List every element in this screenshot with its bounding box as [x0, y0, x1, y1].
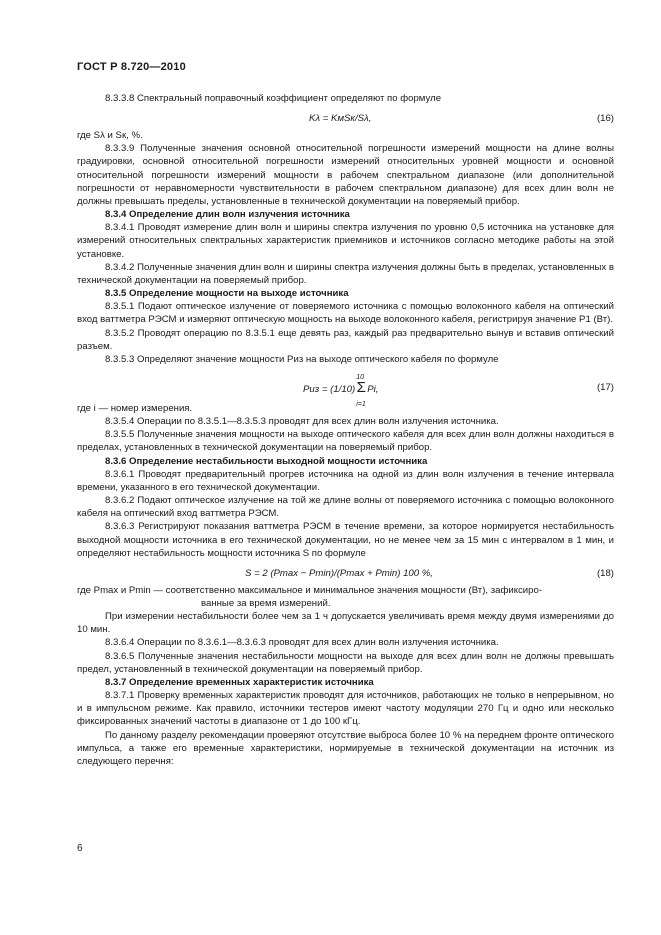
where-clause-16: где Sλ и Sк, %. [77, 130, 143, 142]
paragraph-8-3-6-4: 8.3.6.4 Операции по 8.3.6.1—8.3.6.3 проводят для всех длин волн излучения источника. [105, 637, 499, 649]
paragraph-8-3-4-1: 8.3.4.1 Проводят измерение длин волн и ширины спектра излучения по уровню 0,5 источника на установке для измерений относительных спектральных характеристик приемников и источников согласно методике работы на этой установке. [77, 222, 614, 260]
summation-symbol: Σ 10 i=1 [355, 381, 367, 394]
where-clause-18-continuation: ванные за время измерений. [201, 598, 331, 609]
sum-upper-limit: 10 [356, 373, 364, 381]
formula-16 [77, 107, 614, 129]
paragraph-measurement-interval: При измерении нестабильности более чем за 1 ч допускается увеличивать время между двумя измерениями до 10 мин. [77, 611, 614, 636]
paragraph-8-3-6-2: 8.3.6.2 Подают оптическое излучение на той же длине волны от поверяемого источника с помощью волоконного кабеля на оптический вход ваттметра РЭСМ. [77, 495, 614, 520]
section-heading-8-3-4: 8.3.4 Определение длин волн излучения источника [105, 209, 350, 221]
paragraph-8-3-6-5: 8.3.6.5 Полученные значения нестабильности мощности на выходе для всех длин волн не должны превышать предел, установленный в технической документации на поверяемый прибор. [77, 650, 614, 675]
section-heading-8-3-6: 8.3.6 Определение нестабильности выходной мощности источника [105, 455, 428, 467]
document-header: ГОСТ Р 8.720—2010 [77, 61, 186, 73]
paragraph-overshoot-check: По данному разделу рекомендации проверяют отсутствие выброса более 10 % на переднем фронте оптического импульса, а также его временные характеристики, нормируемые в технической документации на источник из следующего перечня: [77, 729, 614, 767]
formula-18-expression: S = 2 (Pmax − Pmin)/(Pmax + Pmin) 100 %, [245, 567, 433, 579]
paragraph-8-3-6-3: 8.3.6.3 Регистрируют показания ваттметра РЭСМ в течение времени, за которое нормируется нестабильность выходной мощности источника в его технической документации, но не менее чем за 15 мин с интервалом в 1 мин, и определяют нестабильность мощности источника S по формуле [77, 521, 614, 559]
paragraph-8-3-3-8: 8.3.3.8 Спектральный поправочный коэффициент определяют по формуле [105, 93, 442, 104]
formula-18 [77, 562, 614, 584]
paragraph-8-3-5-1: 8.3.5.1 Подают оптическое излучение от поверяемого источника с помощью волоконного кабеля на оптический вход ваттметра РЭСМ и измеряют оптическую мощность на выходе волоконного кабеля, регистрируя значение P1 (Вт). [77, 301, 614, 326]
formula-17-number: (17) [596, 381, 614, 393]
paragraph-8-3-5-4: 8.3.5.4 Операции по 8.3.5.1—8.3.5.3 проводят для всех длин волн излучения источника. [105, 416, 499, 428]
paragraph-8-3-7-1: 8.3.7.1 Проверку временных характеристик проводят для источников, работающих не только в непрерывном, но и в импульсном режиме. Как правило, источники тестеров имеют частоту модуляции 270 Гц и одно или несколько фиксированных значений частоты в диапазоне от 1 до 100 кГц. [77, 690, 614, 728]
paragraph-8-3-5-2: 8.3.5.2 Проводят операцию по 8.3.5.1 еще девять раз, каждый раз предварительно вынув и вставив оптический разъем. [77, 327, 614, 352]
formula-17-expression [303, 373, 379, 408]
paragraph-8-3-5-5: 8.3.5.5 Полученные значения мощности на выходе оптического кабеля для всех длин волн должны находиться в пределах, установленных в технической документации на поверяемый прибор. [77, 429, 614, 454]
formula-18-number: (18) [596, 567, 614, 579]
formula-17-lhs: Pиз = (1/10) [303, 383, 356, 395]
formula-16-expression: Kλ = KмSк/Sλ, [309, 113, 372, 125]
page-number: 6 [77, 843, 83, 854]
paragraph-8-3-4-2: 8.3.4.2 Полученные значения длин волн и ширины спектра излучения должны быть в пределах, установленных в технической документации на поверяемый прибор. [77, 261, 614, 286]
formula-16-number: (16) [596, 113, 614, 125]
paragraph-8-3-5-3: 8.3.5.3 Определяют значение мощности Pиз на выходе оптического кабеля по формуле [105, 353, 499, 365]
section-heading-8-3-7: 8.3.7 Определение временных характеристик источника [105, 676, 374, 688]
paragraph-8-3-6-1: 8.3.6.1 Проводят предварительный прогрев источника на одной из длин волн излучения в течение интервала времени, указанного в его технической документации. [77, 468, 614, 493]
formula-17-term: Pi, [367, 383, 379, 395]
page-body [77, 92, 614, 768]
section-heading-8-3-5: 8.3.5 Определение мощности на выходе источника [105, 288, 349, 300]
paragraph-8-3-3-9: 8.3.3.9 Полученные значения основной относительной погрешности измерений мощности на длине волны градуировки, основной относительной погрешности измерений относительных уровней мощности и основной относительной погрешности измерений мощности в рабочем спектральном диапазоне (или дополнительной погрешности от неравномерности чувствительности в рабочем спектральном диапазоне) для всех длин волн не должны превышать пределы, установленные в технической документации на поверяемый прибор. [77, 143, 614, 207]
where-clause-17: где i — номер измерения. [77, 402, 193, 414]
where-clause-18: где Pmax и Pmin — соответственно максимальное и минимальное значения мощности (Вт), зафиксиро- [77, 584, 543, 596]
sum-lower-limit: i=1 [356, 400, 366, 408]
